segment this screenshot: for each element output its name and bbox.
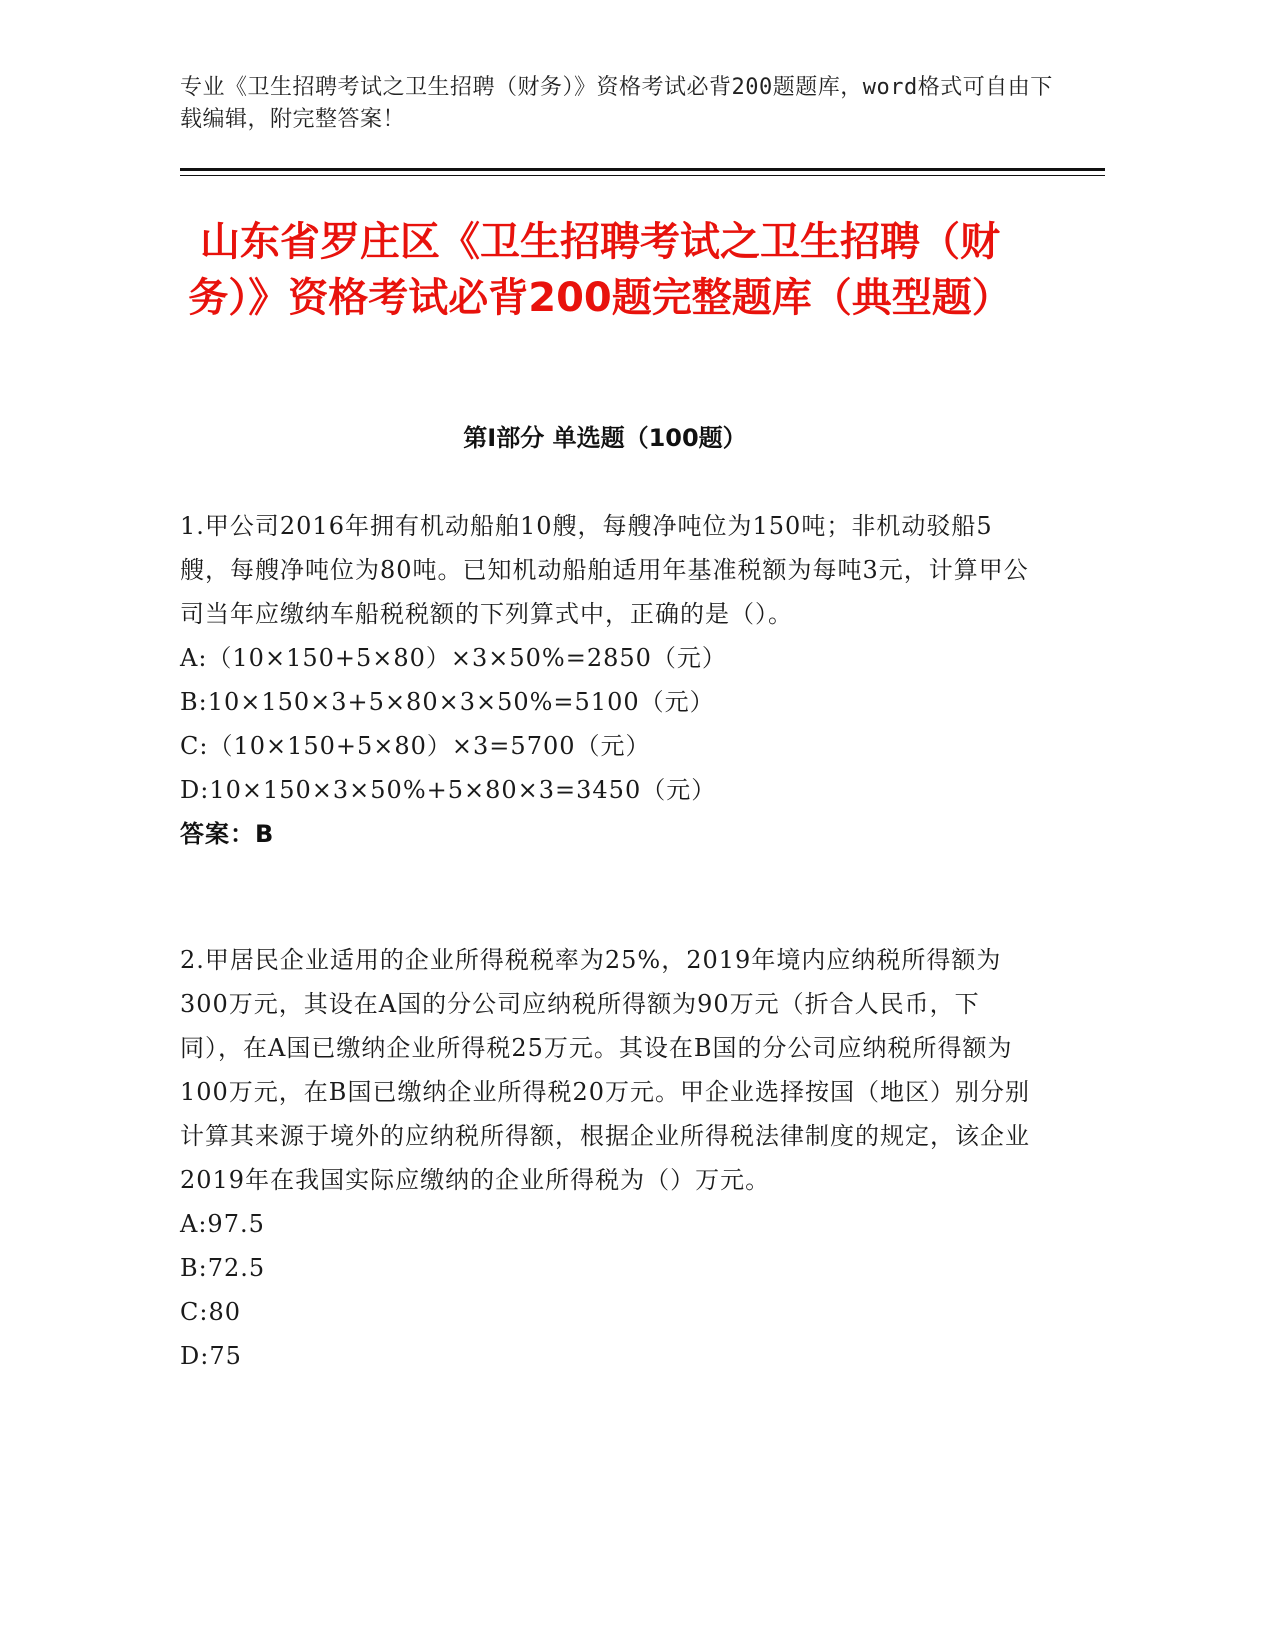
header-rule-thin — [180, 175, 1105, 176]
answer-label: 答案：B — [180, 820, 275, 848]
question-stem: 2.甲居民企业适用的企业所得税税率为25%，2019年境内应纳税所得额为300万元，其设在A国的分公司应纳税所得额为90万元（折合人民币，下同），在A国已缴纳企业所得税25万元。其设在B国的分公司应纳税所得额为100万元，在B国已缴纳企业所得税20万元。甲企业选择按国（地区）别分别计算其来源于境外的应纳税所得额，根据企业所得税法律制度的规定，该企业2019年在我国实际应缴纳的企业所得税为（）万元。 — [180, 946, 1030, 1194]
option-d: D:10×150×3×50%+5×80×3=3450（元） — [180, 776, 717, 804]
option-c: C:（10×150+5×80）×3=5700（元） — [180, 732, 651, 760]
option-b: B:72.5 — [180, 1254, 266, 1282]
section-heading: 第Ⅰ部分 单选题（100题） — [463, 424, 747, 452]
option-a: A:97.5 — [180, 1210, 265, 1238]
question-1 — [180, 504, 1030, 856]
header-note: 专业《卫生招聘考试之卫生招聘（财务）》资格考试必背200题题库，word格式可自由下载编辑，附完整答案！ — [180, 75, 1053, 132]
question-stem: 1.甲公司2016年拥有机动船舶10艘，每艘净吨位为150吨；非机动驳船5艘，每艘净吨位为80吨。已知机动船舶适用年基准税额为每吨3元，计算甲公司当年应缴纳车船税税额的下列算式中，正确的是（）。 — [180, 512, 1029, 628]
header-rule-thick — [180, 168, 1105, 171]
document-title: 山东省罗庄区《卫生招聘考试之卫生招聘（财务）》资格考试必背200题完整题库（典型题） — [188, 219, 1012, 321]
option-d: D:75 — [180, 1342, 242, 1370]
option-a: A:（10×150+5×80）×3×50%=2850（元） — [180, 644, 727, 672]
option-c: C:80 — [180, 1298, 241, 1326]
option-b: B:10×150×3+5×80×3×50%=5100（元） — [180, 688, 715, 716]
question-2 — [180, 938, 1030, 1378]
